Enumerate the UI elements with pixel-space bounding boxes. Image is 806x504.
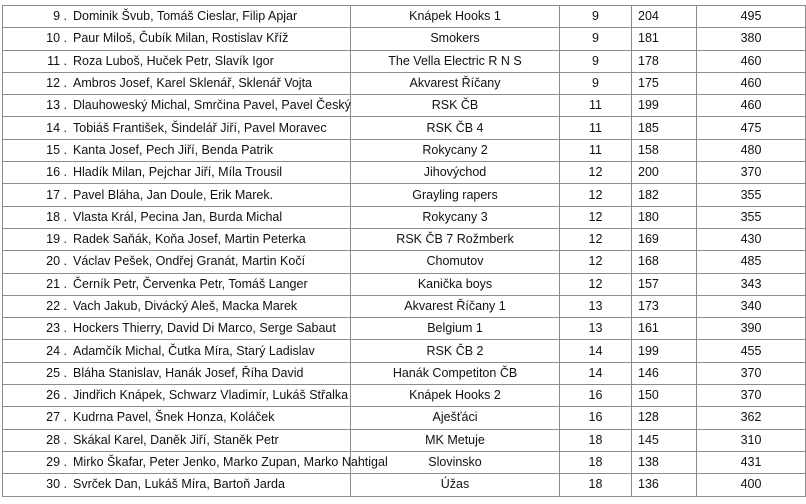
table-row: [3, 95, 806, 117]
length-cell: 370: [697, 362, 806, 384]
team-name-cell: RSK ČB 2: [351, 340, 560, 362]
team-members-cell: Adamčík Michal, Čutka Míra, Starý Ladislav: [73, 340, 351, 362]
table-row: [3, 251, 806, 273]
team-name-cell: Jihovýchod: [351, 162, 560, 184]
rank-cell: 11 .: [3, 50, 74, 72]
team-name-cell: The Vella Electric R N S: [351, 50, 560, 72]
team-name-cell: Hanák Competiton ČB: [351, 362, 560, 384]
rank-cell: 10 .: [3, 28, 74, 50]
table-row: [3, 318, 806, 340]
length-cell: 355: [697, 206, 806, 228]
team-members-cell: Hladík Milan, Pejchar Jiří, Míla Trousil: [73, 162, 351, 184]
placement-sum-cell: 9: [560, 28, 632, 50]
team-name-cell: Akvarest Říčany 1: [351, 295, 560, 317]
length-cell: 362: [697, 407, 806, 429]
team-name-cell: Chomutov: [351, 251, 560, 273]
results-body: [3, 6, 806, 497]
points-cell: 146: [632, 362, 697, 384]
table-row: [3, 162, 806, 184]
points-cell: 185: [632, 117, 697, 139]
team-name-cell: Knápek Hooks 2: [351, 385, 560, 407]
table-row: [3, 28, 806, 50]
rank-cell: 12 .: [3, 72, 74, 94]
team-members-cell: Václav Pešek, Ondřej Granát, Martin Kočí: [73, 251, 351, 273]
rank-cell: 19 .: [3, 228, 74, 250]
placement-sum-cell: 18: [560, 474, 632, 496]
table-row: [3, 206, 806, 228]
placement-sum-cell: 18: [560, 451, 632, 473]
team-name-cell: Belgium 1: [351, 318, 560, 340]
team-members-cell: Skákal Karel, Daněk Jiří, Staněk Petr: [73, 429, 351, 451]
points-cell: 157: [632, 273, 697, 295]
length-cell: 400: [697, 474, 806, 496]
placement-sum-cell: 12: [560, 251, 632, 273]
team-members-cell: Dominik Švub, Tomáš Cieslar, Filip Apjar: [73, 6, 351, 28]
table-row: [3, 72, 806, 94]
length-cell: 343: [697, 273, 806, 295]
points-cell: 175: [632, 72, 697, 94]
rank-cell: 26 .: [3, 385, 74, 407]
placement-sum-cell: 9: [560, 72, 632, 94]
placement-sum-cell: 11: [560, 95, 632, 117]
length-cell: 340: [697, 295, 806, 317]
placement-sum-cell: 13: [560, 295, 632, 317]
team-name-cell: Rokycany 2: [351, 139, 560, 161]
points-cell: 169: [632, 228, 697, 250]
points-cell: 158: [632, 139, 697, 161]
points-cell: 150: [632, 385, 697, 407]
points-cell: 181: [632, 28, 697, 50]
team-name-cell: RSK ČB 4: [351, 117, 560, 139]
length-cell: 485: [697, 251, 806, 273]
length-cell: 310: [697, 429, 806, 451]
placement-sum-cell: 12: [560, 206, 632, 228]
placement-sum-cell: 9: [560, 6, 632, 28]
rank-cell: 9 .: [3, 6, 74, 28]
table-row: [3, 117, 806, 139]
rank-cell: 22 .: [3, 295, 74, 317]
team-name-cell: RSK ČB: [351, 95, 560, 117]
points-cell: 200: [632, 162, 697, 184]
placement-sum-cell: 9: [560, 50, 632, 72]
team-name-cell: Aješťáci: [351, 407, 560, 429]
length-cell: 480: [697, 139, 806, 161]
placement-sum-cell: 12: [560, 162, 632, 184]
team-name-cell: Slovinsko: [351, 451, 560, 473]
rank-cell: 30 .: [3, 474, 74, 496]
placement-sum-cell: 16: [560, 407, 632, 429]
results-table: [2, 5, 806, 497]
team-members-cell: Kanta Josef, Pech Jiří, Benda Patrik: [73, 139, 351, 161]
team-members-cell: Černík Petr, Červenka Petr, Tomáš Langer: [73, 273, 351, 295]
team-members-cell: Bláha Stanislav, Hanák Josef, Říha David: [73, 362, 351, 384]
rank-cell: 14 .: [3, 117, 74, 139]
table-row: [3, 385, 806, 407]
table-row: [3, 362, 806, 384]
length-cell: 380: [697, 28, 806, 50]
placement-sum-cell: 16: [560, 385, 632, 407]
points-cell: 161: [632, 318, 697, 340]
placement-sum-cell: 11: [560, 117, 632, 139]
rank-cell: 23 .: [3, 318, 74, 340]
table-row: [3, 429, 806, 451]
placement-sum-cell: 18: [560, 429, 632, 451]
team-members-cell: Vlasta Král, Pecina Jan, Burda Michal: [73, 206, 351, 228]
rank-cell: 20 .: [3, 251, 74, 273]
rank-cell: 16 .: [3, 162, 74, 184]
team-name-cell: Grayling rapers: [351, 184, 560, 206]
rank-cell: 28 .: [3, 429, 74, 451]
length-cell: 455: [697, 340, 806, 362]
rank-cell: 21 .: [3, 273, 74, 295]
team-name-cell: Kanička boys: [351, 273, 560, 295]
team-name-cell: MK Metuje: [351, 429, 560, 451]
table-row: [3, 451, 806, 473]
placement-sum-cell: 11: [560, 139, 632, 161]
points-cell: 180: [632, 206, 697, 228]
team-members-cell: Mirko Škafar, Peter Jenko, Marko Zupan, Marko Nahtigal: [73, 451, 351, 473]
length-cell: 475: [697, 117, 806, 139]
rank-cell: 17 .: [3, 184, 74, 206]
team-members-cell: Jindřich Knápek, Schwarz Vladimír, Lukáš Střalka: [73, 385, 351, 407]
team-name-cell: Knápek Hooks 1: [351, 6, 560, 28]
team-members-cell: Kudrna Pavel, Šnek Honza, Koláček: [73, 407, 351, 429]
placement-sum-cell: 12: [560, 228, 632, 250]
points-cell: 199: [632, 340, 697, 362]
table-row: [3, 6, 806, 28]
length-cell: 370: [697, 162, 806, 184]
table-row: [3, 474, 806, 496]
team-members-cell: Tobiáš František, Šindelář Jiří, Pavel Moravec: [73, 117, 351, 139]
points-cell: 182: [632, 184, 697, 206]
length-cell: 460: [697, 72, 806, 94]
team-members-cell: Pavel Bláha, Jan Doule, Erik Marek.: [73, 184, 351, 206]
length-cell: 460: [697, 95, 806, 117]
team-members-cell: Radek Saňák, Koňa Josef, Martin Peterka: [73, 228, 351, 250]
table-row: [3, 340, 806, 362]
points-cell: 168: [632, 251, 697, 273]
placement-sum-cell: 12: [560, 184, 632, 206]
length-cell: 430: [697, 228, 806, 250]
rank-cell: 15 .: [3, 139, 74, 161]
table-row: [3, 273, 806, 295]
team-name-cell: Rokycany 3: [351, 206, 560, 228]
rank-cell: 27 .: [3, 407, 74, 429]
length-cell: 355: [697, 184, 806, 206]
placement-sum-cell: 14: [560, 362, 632, 384]
rank-cell: 13 .: [3, 95, 74, 117]
points-cell: 128: [632, 407, 697, 429]
length-cell: 370: [697, 385, 806, 407]
team-name-cell: RSK ČB 7 Rožmberk: [351, 228, 560, 250]
points-cell: 136: [632, 474, 697, 496]
table-row: [3, 50, 806, 72]
points-cell: 178: [632, 50, 697, 72]
points-cell: 145: [632, 429, 697, 451]
table-row: [3, 407, 806, 429]
team-name-cell: Smokers: [351, 28, 560, 50]
length-cell: 390: [697, 318, 806, 340]
length-cell: 431: [697, 451, 806, 473]
table-row: [3, 139, 806, 161]
team-members-cell: Hockers Thierry, David Di Marco, Serge Sabaut: [73, 318, 351, 340]
team-members-cell: Paur Miloš, Čubík Milan, Rostislav Kříž: [73, 28, 351, 50]
placement-sum-cell: 13: [560, 318, 632, 340]
points-cell: 173: [632, 295, 697, 317]
table-row: [3, 228, 806, 250]
table-row: [3, 184, 806, 206]
rank-cell: 29 .: [3, 451, 74, 473]
team-members-cell: Ambros Josef, Karel Sklenář, Sklenář Vojta: [73, 72, 351, 94]
rank-cell: 25 .: [3, 362, 74, 384]
team-members-cell: Svrček Dan, Lukáš Míra, Bartoň Jarda: [73, 474, 351, 496]
table-row: [3, 295, 806, 317]
team-members-cell: Roza Luboš, Huček Petr, Slavík Igor: [73, 50, 351, 72]
points-cell: 138: [632, 451, 697, 473]
points-cell: 204: [632, 6, 697, 28]
placement-sum-cell: 14: [560, 340, 632, 362]
rank-cell: 24 .: [3, 340, 74, 362]
placement-sum-cell: 12: [560, 273, 632, 295]
rank-cell: 18 .: [3, 206, 74, 228]
length-cell: 495: [697, 6, 806, 28]
team-members-cell: Dlauhoweský Michal, Smrčina Pavel, Pavel Český: [73, 95, 351, 117]
length-cell: 460: [697, 50, 806, 72]
team-members-cell: Vach Jakub, Divácký Aleš, Macka Marek: [73, 295, 351, 317]
team-name-cell: Úžas: [351, 474, 560, 496]
points-cell: 199: [632, 95, 697, 117]
team-name-cell: Akvarest Říčany: [351, 72, 560, 94]
